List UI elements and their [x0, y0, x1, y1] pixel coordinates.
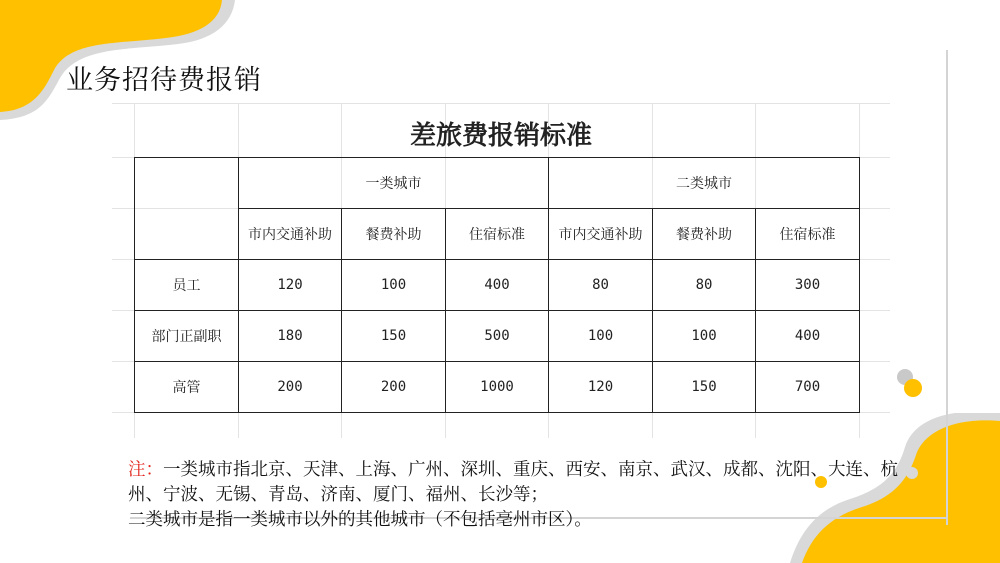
table-cell: 180 — [239, 311, 342, 362]
group-header: 一类城市 — [239, 158, 549, 209]
table-cell: 120 — [239, 260, 342, 311]
table-cell: 100 — [653, 311, 756, 362]
note-second-tier-cities: 二类城市是指一类城市以外的其他城市（不包括亳州市区）。 — [128, 510, 592, 530]
spreadsheet-image — [112, 103, 890, 438]
table-cell: 1000 — [446, 362, 549, 413]
table-cell: 500 — [446, 311, 549, 362]
column-header: 餐费补助 — [342, 209, 446, 260]
table-cell: 100 — [549, 311, 653, 362]
group-header: 二类城市 — [549, 158, 860, 209]
table-cell: 700 — [756, 362, 860, 413]
table-row — [135, 362, 860, 413]
column-header: 市内交通补助 — [239, 209, 342, 260]
note-first-tier-cities: 一类城市指北京、天津、上海、广州、深圳、重庆、西安、南京、武汉、成都、沈阳、大连、杭州、宁波、无锡、青岛、济南、厦门、福州、长沙等； — [128, 460, 898, 505]
frame-line-vertical — [946, 50, 948, 525]
reimbursement-standards-table — [134, 157, 860, 413]
table-cell: 150 — [653, 362, 756, 413]
city-classification-note — [128, 458, 898, 533]
table-subheader-row — [135, 209, 860, 260]
row-label: 部门正副职 — [135, 311, 239, 362]
table-corner-cell — [135, 158, 239, 260]
sheet-title: 差旅费报销标准 — [409, 121, 592, 151]
table-cell: 80 — [653, 260, 756, 311]
table-cell: 80 — [549, 260, 653, 311]
table-row — [135, 260, 860, 311]
column-header: 住宿标准 — [446, 209, 549, 260]
row-label: 员工 — [135, 260, 239, 311]
column-header: 餐费补助 — [653, 209, 756, 260]
table-cell: 150 — [342, 311, 446, 362]
page-title: 业务招待费报销 — [66, 65, 262, 96]
table-cell: 120 — [549, 362, 653, 413]
table-cell: 300 — [756, 260, 860, 311]
row-label: 高管 — [135, 362, 239, 413]
table-cell: 100 — [342, 260, 446, 311]
note-label: 注： — [128, 460, 163, 480]
column-header: 住宿标准 — [756, 209, 860, 260]
column-header: 市内交通补助 — [549, 209, 653, 260]
table-row — [135, 311, 860, 362]
table-cell: 400 — [446, 260, 549, 311]
table-cell: 400 — [756, 311, 860, 362]
table-header-row — [135, 158, 860, 209]
table-cell: 200 — [342, 362, 446, 413]
table-cell: 200 — [239, 362, 342, 413]
